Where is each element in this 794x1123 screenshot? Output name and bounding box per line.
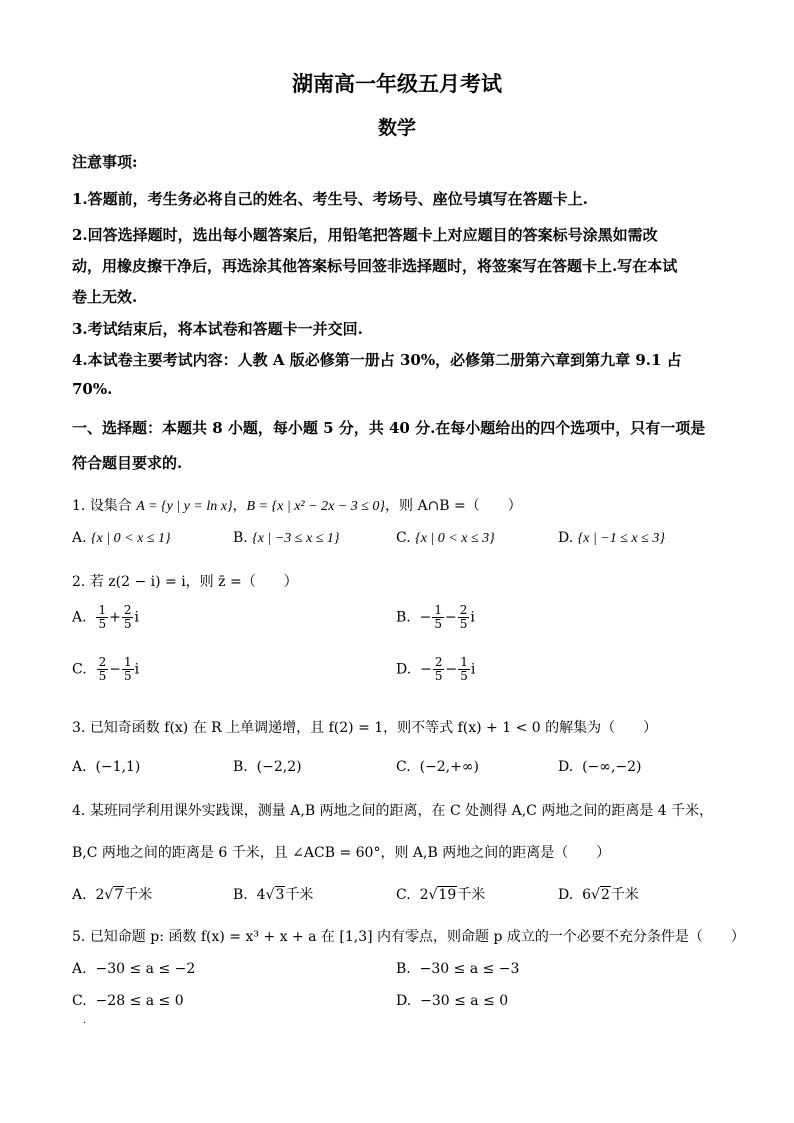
denominator: 5 [98,617,107,631]
coefficient: 6 [582,887,592,903]
coefficient: 2 [419,887,429,903]
option-label: C. [396,759,411,775]
option-label: B. [233,530,248,546]
option-label: D. [558,759,574,775]
option-value: −30 ≤ a ≤ 0 [420,993,509,1009]
unit: 千米 [285,887,314,903]
denominator: 5 [434,669,443,683]
fraction [122,656,134,683]
option-label: B. [396,961,411,977]
option-label: C. [72,661,87,678]
option-label: B. [233,759,248,775]
q5-option-b[interactable] [396,961,519,977]
option-value: (−1,1) [95,759,141,775]
option-value: −30 ≤ a ≤ −2 [95,961,196,977]
set-a: A = {y | y = ln x} [136,499,233,514]
question-4-stem-line-1 [72,800,713,820]
note-2-line-1: 2.回答选择题时，选出每小题答案后，用铅笔把答题卡上对应题目的答案标号涂黑如需改 [72,226,658,244]
denominator: 5 [123,617,132,631]
operator: − [445,661,458,678]
question-text: 某班同学利用课外实践课，测量 A,B 两地之间的距离，在 C 处测得 A,C 两地之间的距离是 4 千米， [89,803,714,819]
exam-title: 湖南高一年级五月考试 [292,71,502,96]
q3-option-d[interactable] [558,759,642,775]
question-number: 2. [72,574,86,590]
option-label: A. [72,961,87,977]
denominator: 5 [98,669,107,683]
q4-option-c[interactable] [396,884,485,904]
question-2-stem [72,571,298,591]
numerator: 2 [123,603,132,617]
option-value: (−2,2) [256,759,302,775]
unit: 千米 [610,887,639,903]
operator: − [109,661,121,678]
numerator: 2 [459,603,468,617]
notes-heading: 注意事项: [72,153,138,171]
note-1: 1.答题前，考生务必将自己的姓名、考生号、考场号、座位号填写在答题卡上. [72,190,588,208]
question-number: 4. [72,803,86,819]
q5-option-a[interactable] [72,961,195,977]
sqrt: √2 [591,887,610,903]
imaginary-unit: i [470,609,475,626]
fraction [97,656,109,683]
question-text-tail: ，则 A∩B =（ ） [385,498,522,514]
radicand: 7 [114,887,124,903]
question-text: 已知奇函数 f(x) 在 R 上单调递增，且 f(2) = 1，则不等式 f(x) + 1 < 0 的解集为（ ） [89,720,658,736]
denominator: 5 [123,669,132,683]
q2-option-c[interactable] [72,656,139,683]
q1-option-d[interactable] [558,530,665,547]
coefficient: 4 [256,887,266,903]
option-label: D. [558,530,574,546]
section-heading-line-1: 一、选择题：本题共 8 小题，每小题 5 分，共 40 分.在每小题给出的四个选项中，只有一项是 [72,419,706,437]
q4-option-b[interactable] [233,884,313,904]
sign: − [420,661,432,678]
radicand: 19 [438,887,457,903]
question-3-stem [72,717,657,737]
section-heading-line-2: 符合题目要求的. [72,454,183,472]
q3-option-b[interactable] [233,759,302,775]
option-value: {x | 0 < x ≤ 3} [415,531,495,546]
q1-option-a[interactable] [72,530,171,547]
option-label: B. [396,609,411,626]
numerator: 1 [460,655,468,669]
fraction [432,604,444,631]
sign: − [419,609,432,626]
question-5-stem [72,926,745,946]
note-2-line-2: 动，用橡皮擦干净后，再选涂其他答案标号回签非选择题时，将签案写在答题卡上.写在本试 [72,257,678,275]
option-label: C. [72,993,87,1009]
option-label: A. [72,887,87,903]
question-4-stem-line-2: B,C 两地之间的距离是 6 千米，且 ∠ACB = 60°，则 A,B 两地之间的距离是（ ） [72,845,611,861]
note-4-line-1: 4.本试卷主要考试内容：人教 A 版必修第一册占 30%，必修第二册第六章到第九章 9.1 占 [72,351,682,369]
q2-option-a[interactable] [72,604,139,631]
numerator: 1 [98,603,107,617]
option-label: A. [72,530,87,546]
fraction [96,604,108,631]
note-4-line-2: 70%. [72,380,113,398]
option-label: C. [396,887,411,903]
operator: + [109,609,121,626]
unit: 千米 [457,887,486,903]
fraction [458,656,470,683]
note-3: 3.考试结束后，将本试卷和答题卡一并交回. [72,320,363,338]
denominator: 5 [434,617,443,631]
set-b: B = {x | x² − 2x − 3 ≤ 0} [246,499,386,514]
option-value: −30 ≤ a ≤ −3 [419,961,520,977]
operator: − [445,609,457,626]
option-value: {x | −1 ≤ x ≤ 3} [577,531,665,546]
stray-dot: · [83,1018,87,1029]
subject-title: 数学 [377,117,416,139]
numerator: 1 [434,603,443,617]
imaginary-unit: i [134,609,139,626]
unit: 千米 [124,887,153,903]
coefficient: 2 [95,887,105,903]
option-value: −28 ≤ a ≤ 0 [95,993,184,1009]
denominator: 5 [459,617,468,631]
sqrt: √7 [104,887,124,903]
q5-option-c[interactable] [72,993,184,1009]
numerator: 2 [98,655,107,669]
q1-option-b[interactable] [233,530,340,547]
option-label: A. [72,609,87,626]
numerator: 1 [123,655,132,669]
fraction [122,604,134,631]
question-1-stem: 1. 设集合 A = {y | y = ln x}，B = {x | x² − 2x − 3 ≤ 0}，则 A∩B =（ ） [72,498,522,514]
sqrt: √3 [265,887,285,903]
q1-option-c[interactable] [396,530,495,547]
imaginary-unit: i [134,661,140,678]
question-number: 1. [72,498,86,514]
question-text: 若 z(2 − i) = i，则 z̄ =（ ） [89,574,298,590]
radicand: 3 [275,887,285,903]
q5-option-d[interactable] [396,993,508,1009]
option-label: A. [72,759,87,775]
sqrt: √19 [428,887,457,903]
imaginary-unit: i [470,661,476,678]
option-label: D. [396,661,412,678]
option-value: {x | 0 < x ≤ 1} [91,531,171,546]
q3-option-c[interactable] [396,759,479,775]
note-2-line-3: 卷上无效. [72,288,138,306]
radicand: 2 [600,887,610,903]
fraction [458,604,470,631]
question-number: 5. [72,929,86,945]
option-value: (−2,+∞) [419,759,479,775]
fraction [433,656,445,683]
question-text: 已知命题 p: 函数 f(x) = x³ + x + a 在 [1,3] 内有零点，则命题 p 成立的一个必要不充分条件是（ ） [89,929,745,945]
option-label: D. [396,993,412,1009]
denominator: 5 [460,669,468,683]
option-label: D. [558,887,574,903]
q4-option-d[interactable] [558,884,639,904]
numerator: 2 [434,655,443,669]
q3-option-a[interactable] [72,759,140,775]
question-text: 设集合 [89,498,132,514]
q2-option-b[interactable] [396,604,475,631]
option-label: B. [233,887,248,903]
q2-option-d[interactable] [396,656,475,683]
option-label: C. [396,530,411,546]
q4-option-a[interactable] [72,884,152,904]
option-value: (−∞,−2) [582,759,642,775]
question-number: 3. [72,720,86,736]
option-value: {x | −3 ≤ x ≤ 1} [252,531,340,546]
